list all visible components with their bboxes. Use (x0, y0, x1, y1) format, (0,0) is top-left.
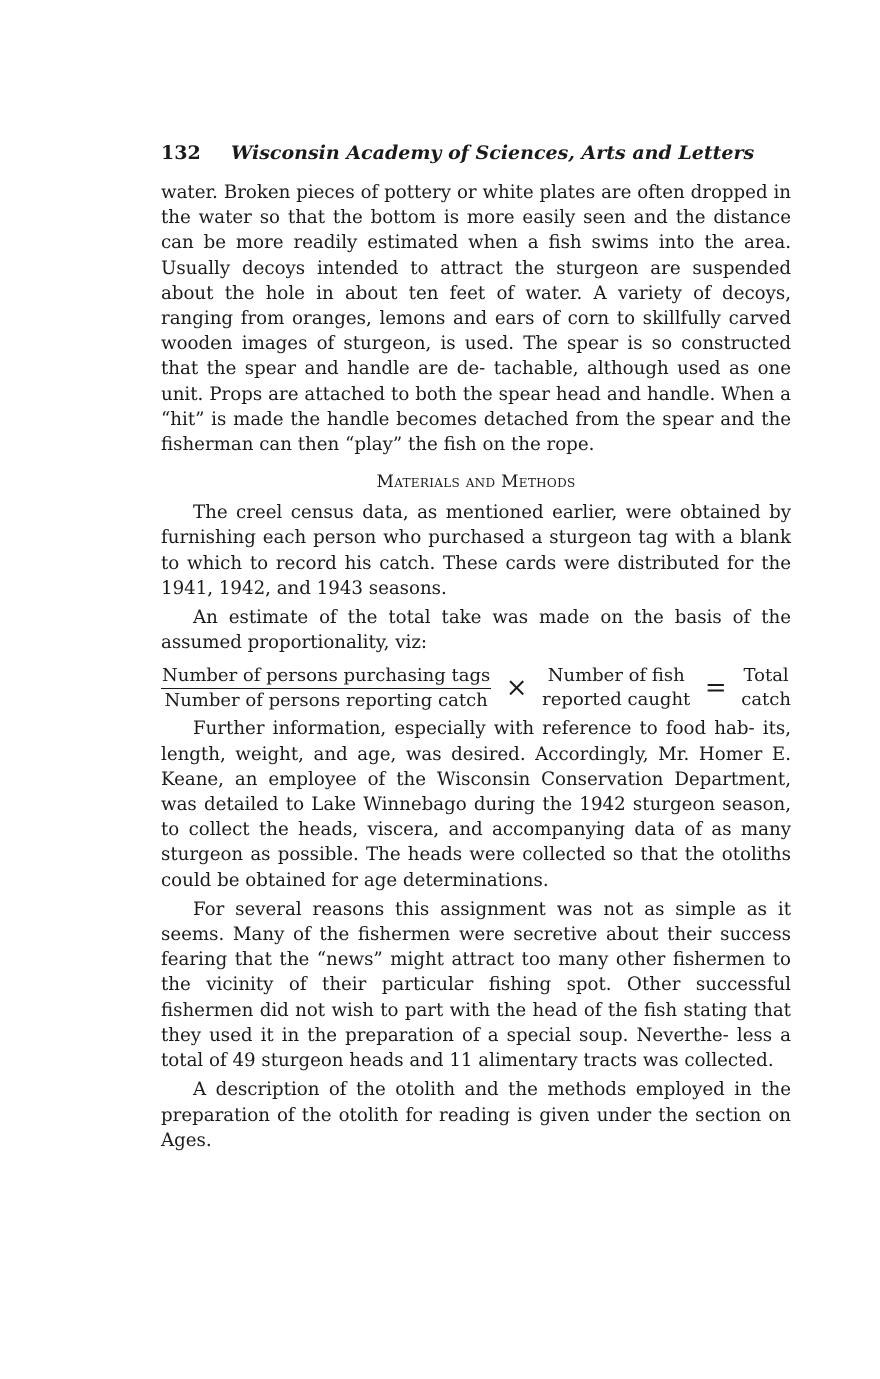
journal-title: Wisconsin Academy of Sciences, Arts and Letters (231, 142, 755, 164)
paragraph-otolith-description (161, 1077, 791, 1153)
formula-numerator: Number of persons purchasing tags (161, 665, 491, 689)
formula-denominator: Number of persons reporting catch (164, 689, 488, 711)
text-line: corn to skillfully carved wooden images of sturgeon, is used. (161, 308, 791, 355)
text-line: less a total of 49 sturgeon heads and 11 alimentary tracts was (161, 1024, 791, 1072)
paragraph-further-information (161, 716, 791, 892)
formula-total-top: Total (743, 665, 789, 687)
text-line: by furnishing each person who purchased a sturgeon tag with a (161, 502, 791, 549)
text-line: For several reasons this assignment was not as simple as it (193, 898, 791, 920)
text-line: data of as many sturgeon as possible. The heads were collected (161, 819, 791, 866)
paragraph-assignment (161, 897, 791, 1073)
times-symbol: × (505, 673, 528, 704)
text-line: becomes detached from the spear and the fisherman can then (161, 408, 791, 456)
text-line: are suspended about the hole in about ten feet of water. A (161, 257, 791, 304)
formula-total-bottom: catch (741, 689, 791, 711)
text-line: Further information, especially with reference to food hab- (193, 718, 755, 740)
text-line: variety of decoys, ranging from oranges, lemons and ears of (161, 282, 791, 330)
text-line: its, length, weight, and age, was desired. Accordingly, Mr. (161, 718, 791, 765)
running-header (161, 142, 791, 168)
text-line: fearing that the “news” might attract too many other fishermen (161, 949, 766, 971)
paragraph-estimate (161, 605, 791, 655)
paragraph-creel-census (161, 500, 791, 601)
text-line: seems. Many of the fishermen were secretive about their success (161, 924, 791, 946)
proportionality-formula (161, 664, 791, 712)
text-line: dropped in the water so that the bottom is more easily seen and (161, 182, 791, 229)
formula-total-catch (741, 664, 791, 712)
text-line: the spear head and handle. When a “hit” is made the handle (161, 383, 791, 430)
equals-symbol: = (704, 673, 727, 704)
text-line: on Ages. (161, 1104, 791, 1151)
text-line: to the vicinity of their particular fishing spot. Other successful (161, 949, 791, 996)
text-line: preparation of the otolith for reading is given under the section (161, 1104, 762, 1126)
text-line: fishermen did not wish to part with the head of the fish stating (161, 999, 748, 1021)
text-line: assumed proportionality, viz: (161, 632, 428, 654)
text-line: that they used it in the preparation of a special soup. Neverthe- (161, 999, 791, 1046)
text-line: blank to which to record his catch. These cards were distributed (161, 527, 791, 574)
text-line: so that the otoliths could be obtained for age determinations. (161, 844, 791, 891)
formula-fish-top: Number of fish (547, 665, 685, 687)
text-line: the distance can be more readily estimated when a fish swims (161, 207, 791, 254)
page-number: 132 (161, 142, 201, 164)
formula-fish-bottom: reported caught (542, 689, 691, 711)
text-line: Homer E. Keane, an employee of the Wisconsin Conservation (161, 743, 791, 790)
text-line: into the area. Usually decoys intended to attract the sturgeon (161, 232, 791, 279)
text-line: water. Broken pieces of pottery or white plates are often (161, 182, 685, 203)
section-heading: Materials and Methods (376, 472, 576, 493)
text-line: “play” the fish on the rope. (345, 434, 595, 456)
text-line: A description of the otolith and the methods employed in the (193, 1079, 791, 1101)
formula-fish-reported (542, 664, 690, 712)
text-line: The spear is so constructed that the spear and handle are de- (161, 333, 791, 380)
text-line: for the 1941, 1942, and 1943 seasons. (161, 552, 791, 599)
paragraph-decoys (161, 180, 791, 457)
text-line: The creel census data, as mentioned earlier, were obtained (193, 502, 761, 524)
text-line: An estimate of the total take was made on the basis of the (193, 607, 791, 629)
text-line: sturgeon season, to collect the heads, viscera, and accompanying (161, 794, 791, 841)
formula-fraction (161, 665, 491, 712)
text-line: collected. (684, 1050, 774, 1072)
text-line: Department, was detailed to Lake Winnebago during the 1942 (161, 768, 791, 816)
text-line: tachable, although used as one unit. Props are attached to both (161, 358, 791, 405)
page (161, 142, 791, 1153)
